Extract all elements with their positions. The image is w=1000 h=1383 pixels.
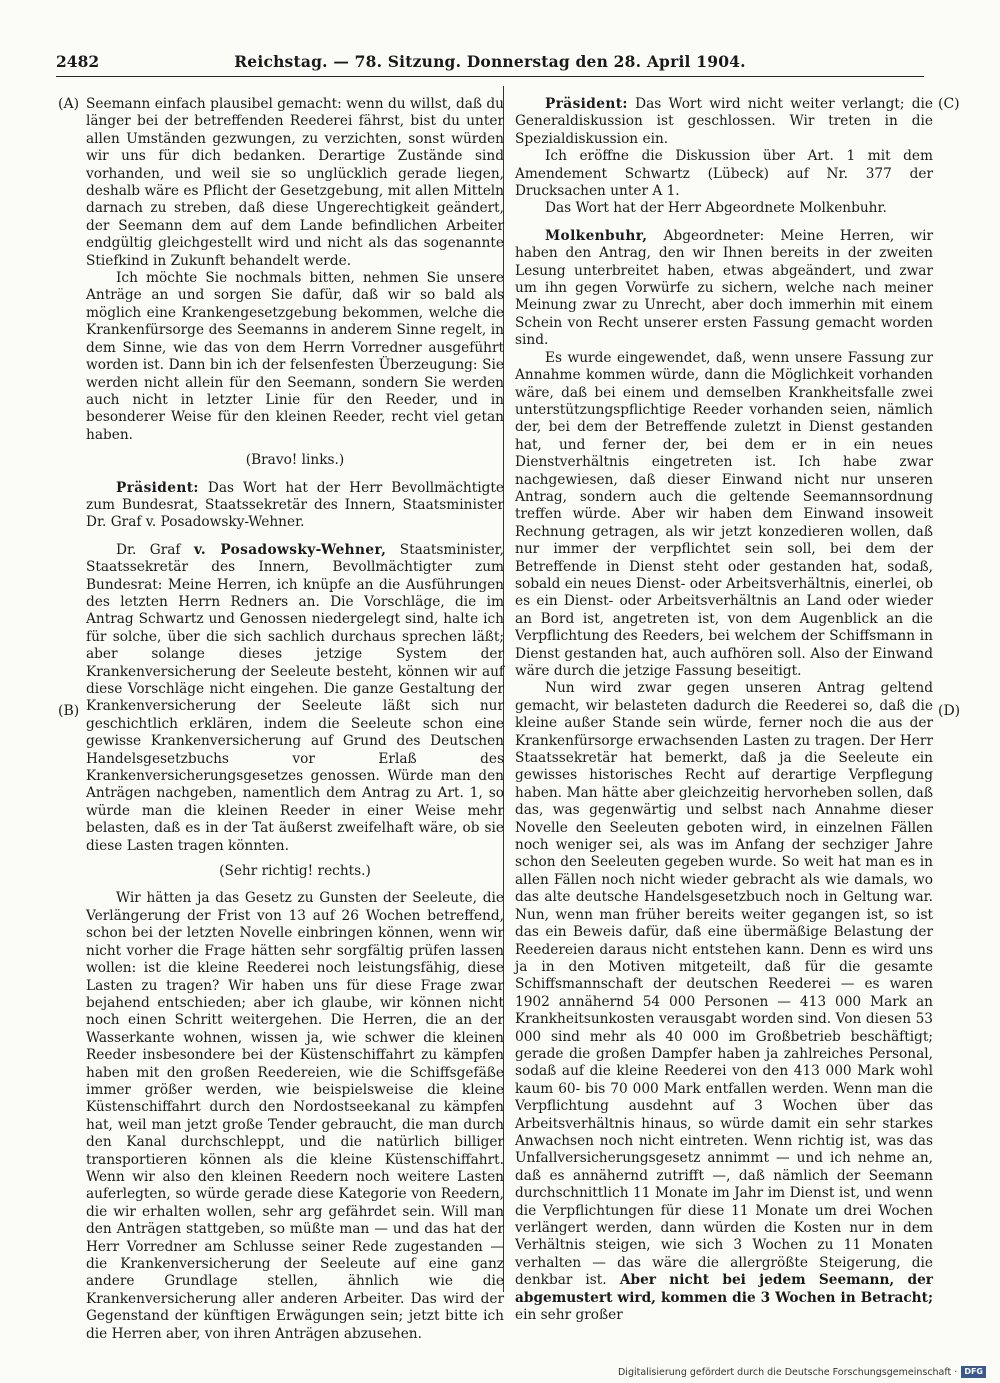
right-column [515, 96, 933, 1324]
running-head: Reichstag. — 78. Sitzung. Donnerstag den 28. April 1904. [234, 52, 746, 71]
speech-text: Nun wird zwar gegen unseren Antrag geltend gemacht, wir belasteten dadurch die Reederei so, daß die kleine außer Stande sein würde, ferner noch die aus der Krankenfürsorge erwachsenden Lasten zu tragen. Der Herr Staatssekretär hat bemerkt, daß ja die Seeleute ein gewisses historisches Recht auf derartige Verpflegung haben. Man hätte aber gleichzeitig hervorheben sollen, daß das, was gegenwärtig und selbst nach Annahme dieser Novelle den Seeleuten geboten wird, in einzelnen Fällen noch weniger sei, als was im Anfang der sechziger Jahre schon den Seeleuten gegeben wurde. So weit hat man es in allen Fällen noch nicht wieder gebracht als wie damals, wo das alte deutsche Handelsgesetzbuch noch in Geltung war. Nun, wenn man früher bereits weiter gegangen ist, so ist das ein Beweis dafür, daß eine übermäßige Belastung der Reedereien daraus nicht entstehen kann. Denn es wird uns ja in den Motiven mitgeteilt, daß für die gesamte Schiffsmannschaft der deutschen Reederei — es waren 1902 annähernd 54 000 Personen — 413 000 Mark an Krankheitsunkosten verausgabt worden sind. Von diesen 53 000 sind mehr als 40 000 im Großbetrieb beschäftigt; gerade die großen Dampfer haben ja zahlreiches Personal, sodaß auf die kleine Reederei von den 413 000 Mark wohl kaum 60- bis 70 000 Mark entfallen werden. Wenn man die Verpflichtung ausdehnt auf 3 Wochen über das Arbeitsverhältnis hinaus, so würde damit ein sehr starkes Anwachsen noch nicht eintreten. Wenn richtig ist, was das Unfallversicherungsgesetz annimmt — und ich nehme an, daß es annähernd zutrifft —, daß nämlich der Seemann durchschnittlich 11 Monate im Jahr im Dienst ist, und wenn die Verpflichtungen für diese 11 Monate um drei Wochen verlängert werden, dann würden die Kosten nur in dem Verhältnis steigen, wie sich 3 Wochen zu 11 Monaten verhalten — das wäre die allergrößte Steigerung, die denkbar ist. [515, 680, 933, 1289]
paragraph: Seemann einfach plausibel gemacht: wenn du willst, daß du länger bei der betreffenden Reederei fährst, bist du unter allen Umständen gezwungen, zu verzichten, sonst würden wir uns für dich bedanken. Derartige Zustände sind vorhanden, und weil sie so unglücklich gerade liegen, deshalb wäre es Pflicht der Gesetzgebung, mit allen Mitteln darnach zu streben, daß diese Ungerechtigkeit geändert, der Seemann dem auf dem Lande befindlichen Arbeiter endgültig gleichgestellt wird und nicht als das sogenannte Stiefkind in Zukunft behandelt werde. [86, 96, 504, 269]
margin-marker-a: (A) [58, 96, 80, 112]
speaker-name: v. Posadowsky-Wehner, [193, 541, 387, 558]
paragraph: Das Wort hat der Herr Abgeordnete Molkenbuhr. [545, 200, 887, 217]
page-header [56, 50, 924, 77]
speaker-prefix: Dr. Graf [116, 541, 194, 558]
speech-text: ein sehr großer [515, 1307, 623, 1324]
speaker-name: Molkenbuhr, [545, 227, 648, 244]
paragraph: Wir hätten ja das Gesetz zu Gunsten der Seeleute, die Verlängerung der Frist von 13 auf 26 Wochen betreffend, schon bei der letzten Novelle einbringen können, wenn wir nicht vorher die Frage hätten sehr sorgfältig prüfen lassen wollen: ist die kleine Reederei noch leistungsfähig, diese Lasten zu tragen? Wir haben uns für diese Frage zwar bejahend entschieden; aber ich glaube, wir können nicht noch einen Schritt weitergehen. Die Herren, die an der Wasserkante wohnen, wissen ja, wie schwer die kleinen Reeder insbesondere bei der Küstenschiffahrt zu kämpfen haben mit den großen Reedereien, wie die Schiffsgefäße immer größer werden, wie beispielsweise die kleine Küstenschiffahrt durch den Nordostseekanal zu kämpfen hat, weil man jetzt große Tender gebraucht, die man durch den Kanal durchschleppt, und die natürlich billiger transportieren können als die kleine Küstenschiffahrt. Wenn wir also den kleinen Reedern noch weitere Lasten auferlegten, so würde gerade diese Kategorie von Reedern, die wir erhalten wollen, sehr arg gefährdet sein. Will man den Anträgen stattgeben, so müßte man — und das hat der Herr Vorredner am Schlusse seiner Rede zugestanden — die Krankenversicherung der Seeleute auf eine ganz andere Grundlage stellen, ähnlich wie die Krankenversicherung aller anderen Arbeiter. Das wird der Gegenstand der künftigen Erwägungen sein; jetzt bitte ich die Herren aber, von ihren Anträgen abzusehen. [86, 890, 504, 1342]
speaker-name: Präsident: [545, 96, 628, 112]
speech-text: Staatsminister, Staatssekretär des Innern, Bevollmächtigter zum Bundesrat: Meine Herren, ich knüpfe an die Ausführungen des letzten Herrn Redners an. Die Vorschläge, die im Antrag Schwartz und Genossen niedergelegt sind, halte ich für solche, über die sich sachlich durchaus sprechen läßt; aber solange dieses jetzige System der Krankenversicherung der Seeleute besteht, können wir auf diese Vorschläge nicht eingehen. Die ganze Gestaltung der Krankenversicherung der Seeleute läßt sich nur geschichtlich erklären, indem die Seeleute schon eine gewisse Krankenversicherung auf Grund des Deutschen Handelsgesetzbuchs vor Erlaß des Krankenversicherungsgesetzes genossen. Würde man den Anträgen nachgeben, namentlich dem Antrag zu Art. 1, so würde man die kleinen Reeder in einer Weise mehr belasten, daß es in der Tat äußerst zweifelhaft wäre, ob sie diese Lasten tragen könnten. [86, 541, 504, 854]
paragraph: Ich eröffne die Diskussion über Art. 1 mit dem Amendement Schwartz (Lübeck) auf Nr. 377 der Drucksachen unter A 1. [515, 148, 933, 200]
left-column [86, 96, 504, 1343]
speaker-name: Präsident: [116, 479, 199, 496]
speech-text: Das Wort wird nicht weiter verlangt; die Generaldiskussion ist geschlossen. Wir treten in die Spezialdiskussion ein. [515, 96, 933, 147]
applause-note: (Bravo! links.) [245, 452, 345, 469]
paragraph [515, 680, 933, 1324]
page-number: 2482 [56, 52, 100, 71]
paragraph [515, 228, 933, 350]
paragraph: Es wurde eingewendet, daß, wenn unsere Fassung zur Annahme kommen würde, dann die Möglichkeit vorhanden wäre, daß bei einem und demselben Krankheitsfalle zwei unterstützungspflichtige Reeder vorhanden seien, nämlich der, bei dem der Betreffende zuletzt in Dienst gestanden hat, und ferner der, bei dem er in ein neues Dienstverhältnis eingetreten ist. Ich habe zwar nachgewiesen, daß dieser Einwand nicht nur unseren Antrag, sondern auch die geltende Seemannsordnung treffen würde. Aber wir haben dem Einwand insoweit Rechnung getragen, als wir jetzt konzedieren wollen, daß nur immer der verpflichtet sein soll, bei dem der Betreffende in Dienst steht oder gestanden hat, sodaß, sobald ein neues Dienst- oder Arbeitsverhältnis, einerlei, ob es ein Dienst- oder Arbeitsverhältnis an Land oder wieder an Bord ist, angetreten ist, von dem Augenblick an die Verpflichtung des Reeders, bei welchem der Schiffsmann in Dienst gestanden hat, auch aufhören soll. Also der Einwand wäre durch die jetzige Fassung beseitigt. [515, 349, 933, 679]
paragraph [86, 542, 504, 855]
funding-note: Digitalisierung gefördert durch die Deutsche Forschungsgemeinschaft · [617, 1366, 958, 1378]
margin-marker-d: (D) [938, 703, 961, 719]
dfg-logo: DFG [961, 1366, 986, 1378]
footer [618, 1366, 986, 1378]
margin-marker-c: (C) [938, 96, 960, 112]
emphasized-text: Aber nicht bei jedem Seemann, der abgemustert wird, kommen die 3 Wochen in Betracht; [515, 1272, 933, 1306]
paragraph [515, 96, 933, 148]
margin-marker-b: (B) [58, 703, 80, 719]
paragraph: Ich möchte Sie nochmals bitten, nehmen Sie unsere Anträge an und sorgen Sie dafür, daß wir so bald als möglich eine Krankengesetzgebung bekommen, welche die Krankenfürsorge des Seemanns in anderem Sinne regelt, in dem Sinne, wie das von dem Herrn Vorredner ausgeführt worden ist. Dann bin ich der felsenfesten Überzeugung: Sie werden nicht allein für den Seemann, sondern Sie werden auch nicht in letzter Linie für den Reeder, und in besonderer Weise für den kleinen Reeder, recht viel getan haben. [86, 270, 504, 443]
speech-text: Abgeordneter: Meine Herren, wir haben den Antrag, den wir Ihnen bereits in der zweiten Lesung unterbreitet haben, etwas abgeändert, und zwar um ihn gegen Vorwürfe zu sichern, welche nach meiner Meinung zwar zu Unrecht, aber doch immerhin mit einem Schein von Recht unserer ersten Fassung gemacht worden sind. [515, 227, 933, 349]
speech-text: Das Wort hat der Herr Bevollmächtigte zum Bundesrat, Staatssekretär des Innern, Staatsminister Dr. Graf v. Posadowsky-Wehner. [86, 479, 504, 531]
applause-note: (Sehr richtig! rechts.) [219, 863, 371, 880]
paragraph [86, 480, 504, 532]
